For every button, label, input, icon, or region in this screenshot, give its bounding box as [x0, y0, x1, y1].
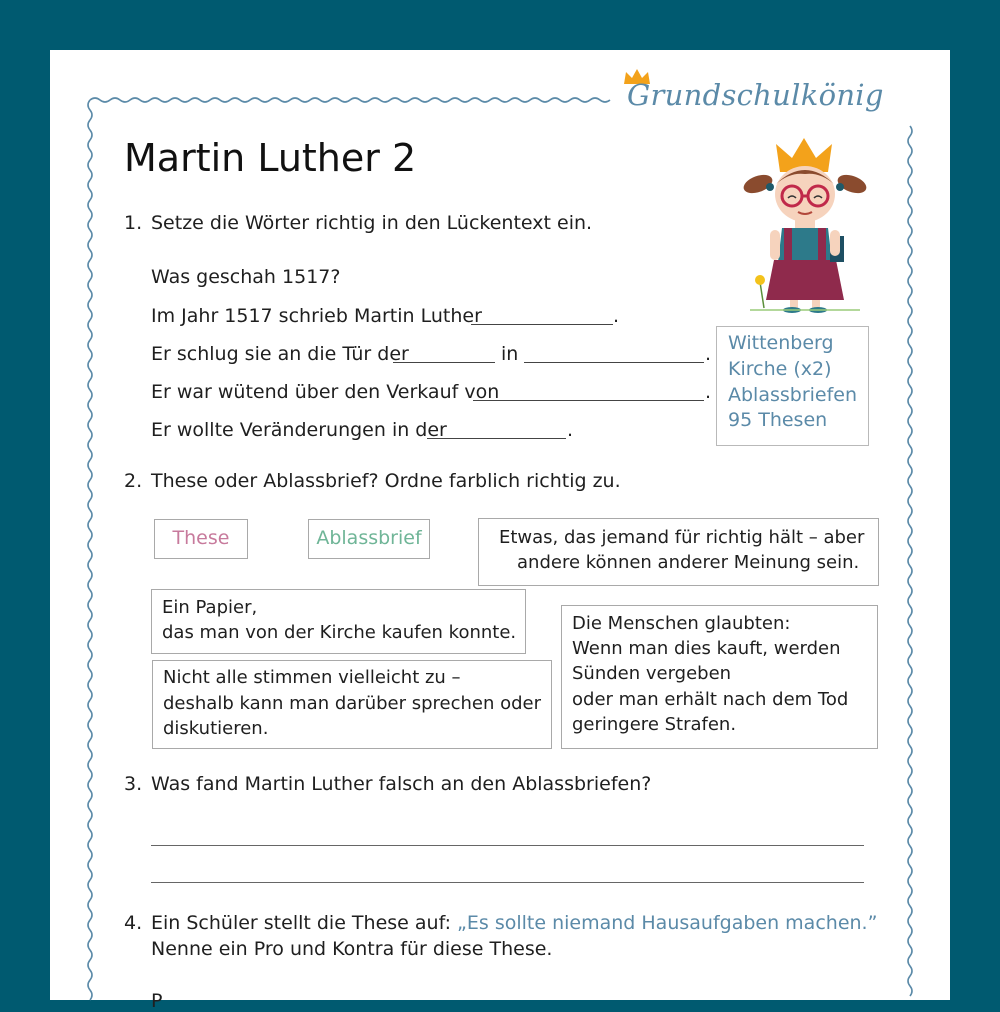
gap-line-1-end: . [613, 305, 620, 327]
word-bank-item: Wittenberg [728, 332, 834, 354]
task4-intro: Ein Schüler stellt die These auf: [151, 912, 451, 934]
answer-line[interactable] [151, 845, 864, 846]
task4-number: 4. [124, 912, 143, 934]
gap-line-3-end: . [705, 381, 712, 403]
task4-quote: „Es sollte niemand Hausaufgaben machen.” [457, 912, 878, 934]
definition-card[interactable] [152, 660, 552, 749]
definition-card[interactable] [151, 589, 526, 654]
card-text: das man von der Kirche kaufen konnte. [162, 622, 517, 643]
word-bank-item: Kirche (x2) [728, 358, 832, 380]
card-text: Etwas, das jemand für richtig hält – aber [499, 527, 865, 548]
task1-question: Was geschah 1517? [151, 266, 341, 288]
task4-instruction: Nenne ein Pro und Kontra für diese These. [151, 938, 553, 960]
label-these[interactable]: These [154, 519, 248, 559]
gap-line-4-end: . [567, 419, 574, 441]
word-bank-item: Ablassbriefen [728, 384, 858, 406]
card-text: andere können anderer Meinung sein. [517, 552, 860, 573]
card-text: Sünden vergeben [572, 663, 732, 684]
gap-line-1-text: Im Jahr 1517 schrieb Martin Luther [151, 305, 482, 327]
gap-blank[interactable] [427, 438, 566, 439]
page-title: Martin Luther 2 [124, 136, 417, 180]
gap-line-3-text: Er war wütend über den Verkauf von [151, 381, 500, 403]
gap-blank[interactable] [473, 400, 704, 401]
girl-with-crown-illustration [740, 132, 885, 312]
answer-line[interactable] [151, 882, 864, 883]
card-text: Nicht alle stimmen vielleicht zu – [163, 667, 461, 688]
task4-pro-label: P [151, 990, 163, 1012]
task1-number: 1. [124, 212, 143, 234]
gap-blank[interactable] [524, 362, 704, 363]
gap-line-2-end: . [705, 343, 712, 365]
task2-number: 2. [124, 470, 143, 492]
task3-number: 3. [124, 773, 143, 795]
task4-intro-line [151, 912, 877, 934]
card-text: diskutieren. [163, 718, 269, 739]
definition-card[interactable] [561, 605, 878, 749]
task2-instruction: These oder Ablassbrief? Ordne farblich richtig zu. [151, 470, 621, 492]
card-text: Ein Papier, [162, 597, 258, 618]
gap-line-2-text: Er schlug sie an die Tür der [151, 343, 409, 365]
task1-instruction: Setze die Wörter richtig in den Lückentext ein. [151, 212, 593, 234]
word-bank-item: 95 Thesen [728, 409, 828, 431]
word-bank [716, 326, 869, 446]
gap-line-2-middle: in [501, 343, 519, 365]
gap-blank[interactable] [393, 362, 495, 363]
gap-blank[interactable] [471, 324, 613, 325]
worksheet [50, 50, 950, 1012]
card-text: geringere Strafen. [572, 714, 737, 735]
label-ablassbrief[interactable]: Ablassbrief [308, 519, 430, 559]
card-text: Die Menschen glaubten: [572, 613, 791, 634]
card-text: Wenn man dies kauft, werden [572, 638, 841, 659]
gap-line-4-text: Er wollte Veränderungen in der [151, 419, 447, 441]
brand-logo-text: Grundschulkönig [627, 78, 884, 112]
card-text: deshalb kann man darüber sprechen oder [163, 693, 542, 714]
task3-question: Was fand Martin Luther falsch an den Ablassbriefen? [151, 773, 652, 795]
card-text: oder man erhält nach dem Tod [572, 689, 849, 710]
definition-card[interactable] [478, 518, 879, 586]
